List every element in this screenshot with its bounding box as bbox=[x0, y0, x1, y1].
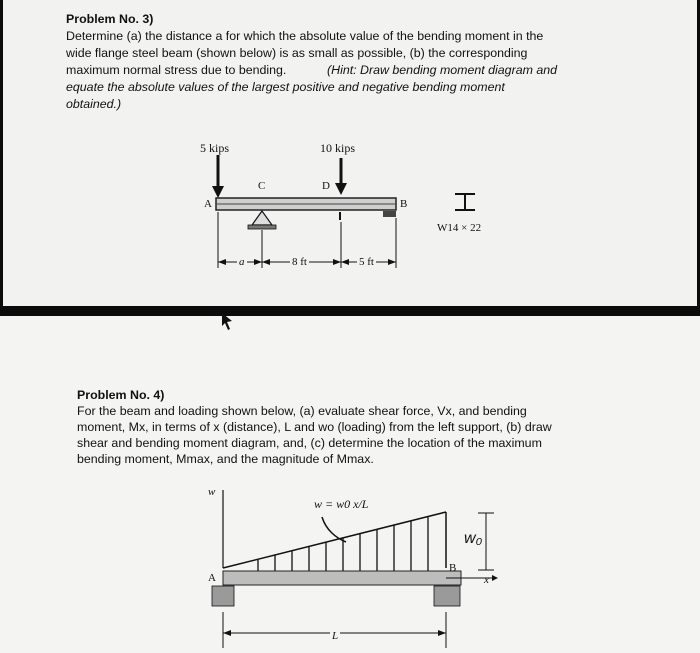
problem-4-title: Problem No. 4) bbox=[77, 388, 165, 402]
handwritten-w0: w₀ bbox=[464, 530, 483, 547]
distributed-load-line bbox=[223, 512, 446, 568]
point-label-a: A bbox=[208, 572, 216, 584]
problem-4-line-2: moment, Mx, in terms of x (distance), L and wo (loading) from the left support, (b) draw bbox=[77, 420, 552, 434]
dim-label-a: a bbox=[237, 254, 247, 271]
point-label-b: B bbox=[400, 198, 408, 210]
w-axis-label: w bbox=[208, 486, 216, 498]
right-support-icon bbox=[434, 586, 460, 606]
dim-label-5ft: 5 ft bbox=[357, 254, 376, 271]
load-label-5kips: 5 kips bbox=[200, 141, 230, 155]
problem-3-hint-1: (Hint: Draw bending moment diagram and bbox=[327, 63, 558, 77]
problem-4-line-4: bending moment, Mmax, and the magnitude of Mmax. bbox=[77, 452, 374, 466]
load-formula: w = w0 x/L bbox=[314, 497, 369, 511]
point-label-a: A bbox=[204, 198, 212, 210]
distributed-load-arrows bbox=[258, 516, 428, 572]
problem-3-hint-3: obtained.) bbox=[66, 97, 122, 111]
point-label-d: D bbox=[322, 180, 330, 192]
dim-label-8ft: 8 ft bbox=[290, 254, 309, 271]
problem-3-hint-2: equate the absolute values of the largest positive and negative bending moment bbox=[66, 80, 505, 94]
point-label-c: C bbox=[258, 180, 266, 192]
problem-4-line-3: shear and bending moment diagram, and, (c) determine the location of the maximum bbox=[77, 436, 542, 450]
problem-3-title: Problem No. 3) bbox=[66, 12, 154, 26]
problem-3-line-2: wide flange steel beam (shown below) is as small as possible, (b) the corresponding bbox=[66, 46, 528, 60]
beam bbox=[223, 571, 461, 585]
length-label: L bbox=[330, 628, 340, 645]
point-label-b: B bbox=[449, 562, 457, 574]
problem-3-line-1: Determine (a) the distance a for which the absolute value of the bending moment in the bbox=[66, 29, 544, 43]
left-support-icon bbox=[212, 586, 234, 606]
problem-3-line-3: maximum normal stress due to bending. bbox=[66, 63, 287, 77]
load-label-10kips: 10 kips bbox=[320, 141, 356, 155]
x-axis-label: x bbox=[484, 574, 489, 586]
problem-4-line-1: For the beam and loading shown below, (a) evaluate shear force, Vx, and bending bbox=[77, 404, 527, 418]
section-label: W14 × 22 bbox=[437, 222, 482, 234]
